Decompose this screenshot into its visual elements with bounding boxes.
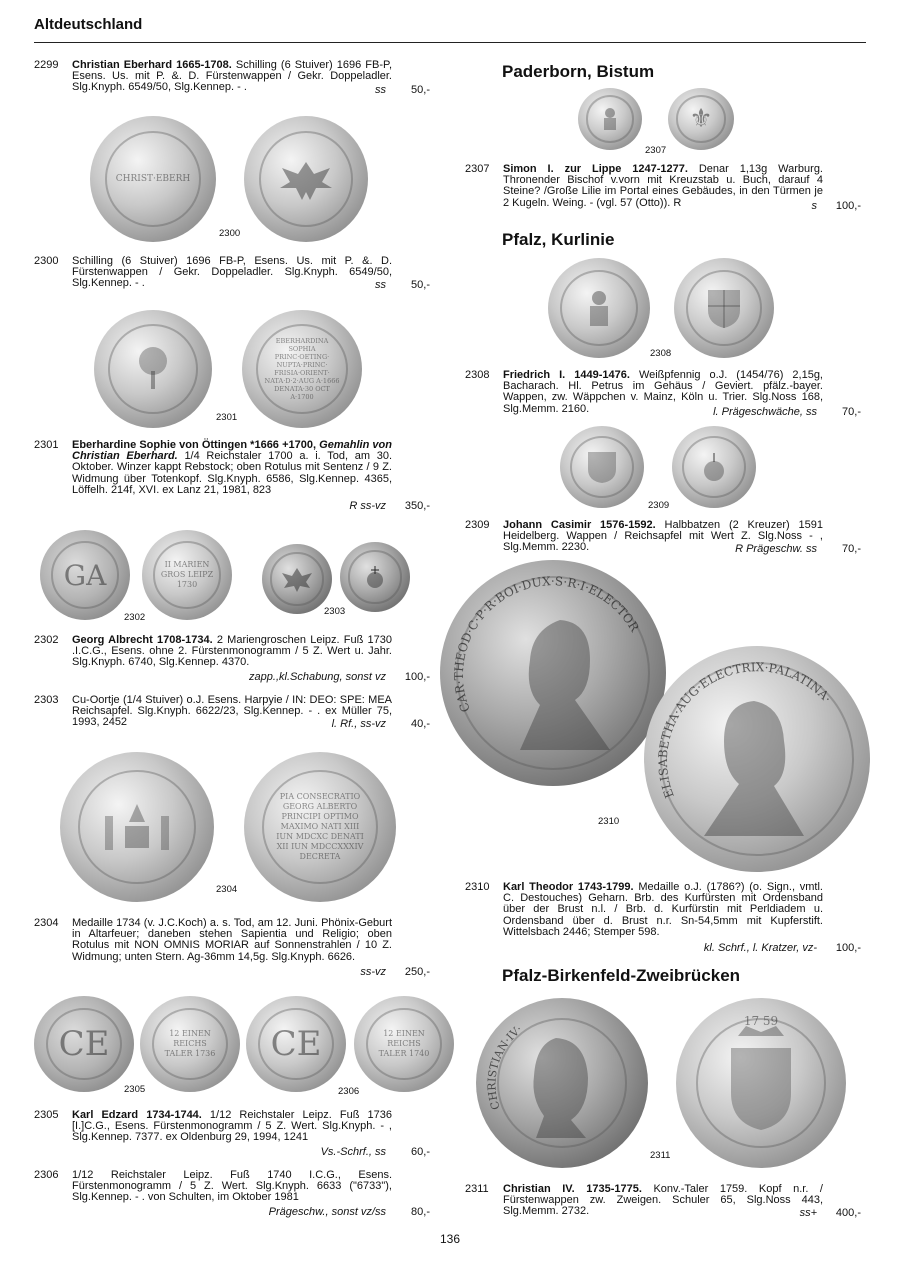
lot-2308 <box>465 370 861 418</box>
lot-description: Cu-Oortje (1/4 Stuiver) o.J. Esens. Harpyie / IN: DEO: SPE: MEA Reichsapfel. Slg.Knyph. 6622/23, Slg.Kennep. - . ex Müller 75, 1993, 2452 <box>72 694 392 729</box>
lot-description: 2 Mariengroschen Leipz. Fuß 1730 .I.C.G., Esens. ohne 2. Fürstenmonogramm / 5 Z. Wert u. Jahr. Slg.Knyph. 6740, Slg.Kennep. 4370. <box>72 634 392 669</box>
coin-label-2301: 2301 <box>216 412 238 423</box>
lot-description: Schilling (6 Stuiver) 1696 FB-P, Esens. Us. mit P. &. D. Fürstenwappen / Gekr. Doppeladler. Slg.Knyph. 6549/50, Slg.Kennep. - . <box>72 59 392 94</box>
coin-2302-obverse <box>40 530 130 620</box>
coin-legend: CHRIST·EBERH <box>115 174 191 184</box>
lot-description: 1/12 Reichstaler Leipz. Fuß 1736 [I.]C.G., Esens. Fürstenmonogramm / 5 Z. Wert. Slg.Knyph. - , Slg.Kennep. 7377. ex Oldenburg 29, 1994, 1241 <box>72 1109 392 1144</box>
coin-label-2303: 2303 <box>324 606 346 617</box>
lot-2307 <box>465 164 861 212</box>
monogram-icon: CE <box>58 1024 110 1064</box>
coin-label-2308: 2308 <box>650 348 672 359</box>
lot-number: 2308 <box>465 369 490 381</box>
lot-title: Eberhardine Sophie von Öttingen *1666 +1700, <box>72 439 317 451</box>
coin-label-2306: 2306 <box>338 1086 360 1097</box>
lot-price: 100,- <box>835 200 861 212</box>
lot-grade: ss <box>375 84 386 96</box>
coin-label-2304: 2304 <box>216 884 238 895</box>
coin-2311-reverse <box>676 998 846 1168</box>
svg-text:CHRISTIAN·IV· <box>485 1023 524 1112</box>
lot-description: 1/12 Reichstaler Leipz. Fuß 1740 I.C.G., Esens. Fürstenmonogramm / 5 Z. Wert. Slg.Knyph. 6633 ("6733"), Slg.Kennep. - . von Schulten, im Oktober 1981 <box>72 1169 392 1204</box>
lot-grade: ss+ <box>799 1207 817 1219</box>
svg-text:ELISABETHA·AUG·ELECTRIX·PALATI <box>656 660 834 800</box>
lot-number: 2302 <box>34 634 59 646</box>
lot-number: 2304 <box>34 917 59 929</box>
coin-2303-reverse <box>340 542 410 612</box>
lot-price: 100,- <box>835 942 861 954</box>
lot-grade: zapp.,kl.Schabung, sonst vz <box>249 671 386 683</box>
section-heading-pfalz-birkenfeld: Pfalz-Birkenfeld-Zweibrücken <box>502 966 741 985</box>
coin-2299-reverse <box>244 116 368 242</box>
lot-2300 <box>34 256 430 292</box>
lot-grade: l. Prägeschwäche, ss <box>713 406 817 418</box>
lot-number: 2306 <box>34 1169 59 1181</box>
lot-title: Georg Albrecht 1708-1734. <box>72 634 213 646</box>
lot-description: Medaille 1734 (v. J.C.Koch) a. s. Tod, am 12. Juni. Phönix-Geburt in Altarfeuer; daneben stehen Sapientia und Religio; oben Rotulus mit NON OMNIS MORIAR auf Sonnenstrahlen / 10 Z. Widmung; unten Stern. Ag-36mm 14,5g. Slg.Knyph. 6626. <box>72 917 392 963</box>
coin-inscription: EBERHARDINA SOPHIA PRINC·OETING· NUPTA·PRINC· FRISIA·ORIENT· NATA·D·2·AUG A·1666 DENATA·30 OCT A·1700 <box>264 337 340 401</box>
coin-2300-reverse <box>242 310 362 428</box>
coin-label-2302: 2302 <box>124 612 146 623</box>
lot-number: 2300 <box>34 255 59 267</box>
lot-2311 <box>465 1184 861 1220</box>
coat-of-arms-icon <box>560 426 644 508</box>
lot-2303 <box>34 695 430 731</box>
orb-icon <box>340 542 410 612</box>
monogram-icon: GA <box>63 558 107 592</box>
lot-price: 70,- <box>842 406 861 418</box>
coin-legend: CHRISTIAN·IV· <box>485 1022 525 1112</box>
lot-grade: ss-vz <box>360 966 386 978</box>
lot-number: 2311 <box>465 1183 489 1195</box>
lot-number: 2301 <box>34 439 59 451</box>
page-header-title: Altdeutschland <box>34 16 143 33</box>
coin-2307-reverse <box>668 88 734 150</box>
lot-title: Simon I. zur Lippe 1247-1277. <box>503 163 688 175</box>
saint-peter-icon <box>548 258 650 358</box>
lot-number: 2307 <box>465 163 490 175</box>
tree-icon <box>94 310 212 428</box>
lot-title: Christian Eberhard 1665-1708. <box>72 59 232 71</box>
lot-description: Denar 1,13g Warburg. Thronender Bischof v.vorn mit Kreuzstab u. Buch, darauf 4 Steine? /Große Lilie im Portal eines Gebäudes, in den Türmen je 2 Kugeln. Weing. - (vgl. 57 (Otto)). R <box>503 163 823 209</box>
lot-title: Karl Edzard 1734-1744. <box>72 1109 202 1121</box>
coat-of-arms-icon <box>674 258 774 358</box>
lot-title: Christian IV. 1735-1775. <box>503 1183 642 1195</box>
lot-price: 60,- <box>411 1146 430 1158</box>
lot-subtitle: Gemahlin von Christian Eberhard. <box>72 439 392 463</box>
lot-2299 <box>34 60 430 100</box>
coin-date: 17 59 <box>743 1014 779 1028</box>
coin-2306-obverse <box>246 996 346 1092</box>
lot-price: 80,- <box>411 1206 430 1218</box>
lot-number: 2299 <box>34 59 59 71</box>
lot-grade: ss <box>375 279 386 291</box>
lot-description: Schilling (6 Stuiver) 1696 FB-P, Esens. Us. mit P. &. D. Fürstenwappen / Gekr. Doppeladler. Slg.Knyph. 6549/50, Slg.Kennep. - . <box>72 255 392 290</box>
coin-2300-obverse <box>94 310 212 428</box>
lot-grade: l. Rf., ss-vz <box>331 718 386 730</box>
coin-2299-obverse <box>90 116 216 242</box>
monogram-icon: CE <box>270 1024 322 1064</box>
coin-2310-obverse <box>440 560 666 786</box>
lot-price: 50,- <box>411 279 430 291</box>
coin-2303-obverse <box>262 544 332 614</box>
coin-label-2307: 2307 <box>645 145 667 156</box>
lot-2309 <box>465 520 861 556</box>
coin-2309-obverse <box>560 426 644 508</box>
eagle-icon <box>244 116 368 242</box>
lot-price: 70,- <box>842 543 861 555</box>
coin-label-2309: 2309 <box>648 500 670 511</box>
lot-description: 1/4 Reichstaler 1700 a. i. Tod, am 30. Oktober. Winzer kappt Rebstock; oben Rotulus mit Sentenz / 9 Z. Widmung über Totenkopf. Slg.Knyph. 6586, Slg.Kennep. 4365, Löffelh. 214f, XVI. ex Lanz 21, 1981, 823 <box>72 450 393 496</box>
lot-grade: Prägeschw., sonst vz/ss <box>268 1206 386 1218</box>
lot-number: 2303 <box>34 694 59 706</box>
lot-description: Halbbatzen (2 Kreuzer) 1591 Heidelberg. Wappen / Reichsapfel mit Wert Z. Slg.Noss - , Slg.Memm. 2230. <box>503 519 823 554</box>
lot-2301 <box>34 440 430 516</box>
lot-grade: kl. Schrf., l. Kratzer, vz- <box>703 942 817 954</box>
lily-icon: ⚜ <box>689 104 713 134</box>
lot-grade: R Prägeschw. ss <box>735 543 817 555</box>
lot-grade: Vs.-Schrf., ss <box>320 1146 386 1158</box>
lot-grade: s <box>811 200 817 212</box>
coin-legend: CAR·THEOD·C·P·R·BOI·DUX·S·R·I·ELECTOR <box>451 574 642 714</box>
lot-price: 250,- <box>404 966 430 978</box>
coin-2304-reverse <box>244 752 396 902</box>
coin-legend: ELISABETHA·AUG·ELECTRIX·PALATINA· <box>655 660 835 800</box>
lot-2310 <box>465 882 861 954</box>
harpy-icon <box>262 544 332 614</box>
coin-2308-reverse <box>674 258 774 358</box>
section-heading-paderborn: Paderborn, Bistum <box>502 62 655 81</box>
section-heading-pfalz-kurlinie: Pfalz, Kurlinie <box>502 230 615 249</box>
coin-inscription: 12 EINEN REICHS TALER 1736 <box>164 1029 216 1058</box>
coin-2305-obverse <box>34 996 134 1092</box>
coin-2302-reverse <box>142 530 232 620</box>
coin-2307-obverse <box>578 88 642 150</box>
coin-2309-reverse <box>672 426 756 508</box>
lot-2305 <box>34 1110 430 1158</box>
coin-2306-reverse <box>354 996 454 1092</box>
lot-title: Friedrich I. 1449-1476. <box>503 369 630 381</box>
header-rule <box>34 42 866 43</box>
lot-description: Weißpfennig o.J. (1454/76) 2,15g, Bacharach. Hl. Petrus im Gehäus / Geviert. pfälz.-bayer. Wappen, zw. Wäppchen v. Mainz, Köln u. Trier. Slg.Noss 168, Slg.Memm. 2160. <box>503 369 823 415</box>
coin-label-2311: 2311 <box>650 1150 671 1161</box>
lot-number: 2305 <box>34 1109 59 1121</box>
coin-inscription: 12 EINEN REICHS TALER 1740 <box>378 1029 430 1058</box>
coin-label-2310: 2310 <box>598 816 620 827</box>
lot-price: 100,- <box>404 671 430 683</box>
coin-inscription: II MARIEN GROS LEIPZ 1730 <box>160 560 214 589</box>
coin-2310-reverse <box>644 646 870 872</box>
altar-icon <box>60 752 214 902</box>
coin-2305-reverse <box>140 996 240 1092</box>
lot-number: 2310 <box>465 881 490 893</box>
coin-2308-obverse <box>548 258 650 358</box>
lot-description: Medaille o.J. (1786?) (o. Sign., vmtl. C. Destouches) Geharn. Brb. des Kurfürsten mit Ordensband über der Brust n.l. / Brb. d. Kurfürstin mit Perldiadem u. Ordensband über d. Brust n.r. Sn-54,5mm mit Kupferstift. Wittelsbach 2446; Stemper 598. <box>503 881 823 938</box>
lot-title: Johann Casimir 1576-1592. <box>503 519 656 531</box>
lot-grade: R ss-vz <box>349 500 386 512</box>
lot-2304 <box>34 918 430 978</box>
lot-2302 <box>34 635 430 683</box>
lot-2306 <box>34 1170 430 1218</box>
coin-inscription: PIA CONSECRATIO GEORG ALBERTO PRINCIPI OPTIMO MAXIMO NATI XIII IUN MDCXC DENATI XII IUN MDCCXXXIV DECRETA <box>276 792 364 861</box>
lot-description: Konv.-Taler 1759. Kopf n.r. / Fürstenwappen zw. Zweigen. Schuler 65, Slg.Noss 443, Slg.Memm. 2732. <box>503 1183 823 1218</box>
coin-label-2305: 2305 <box>124 1084 146 1095</box>
coin-2311-obverse <box>476 998 648 1168</box>
svg-text:CAR·THEOD·C·P·R·BOI·DUX·S·R·I· <box>452 574 642 714</box>
coin-label-2300: 2300 <box>219 228 241 239</box>
coin-2304-obverse <box>60 752 214 902</box>
page-number: 136 <box>439 1232 461 1246</box>
lot-price: 40,- <box>411 718 430 730</box>
orb-icon <box>672 426 756 508</box>
lot-price: 400,- <box>835 1207 861 1219</box>
lot-number: 2309 <box>465 519 490 531</box>
bishop-icon <box>578 88 642 150</box>
lot-price: 350,- <box>404 500 430 512</box>
lot-title: Karl Theodor 1743-1799. <box>503 881 634 893</box>
lot-price: 50,- <box>411 84 430 96</box>
